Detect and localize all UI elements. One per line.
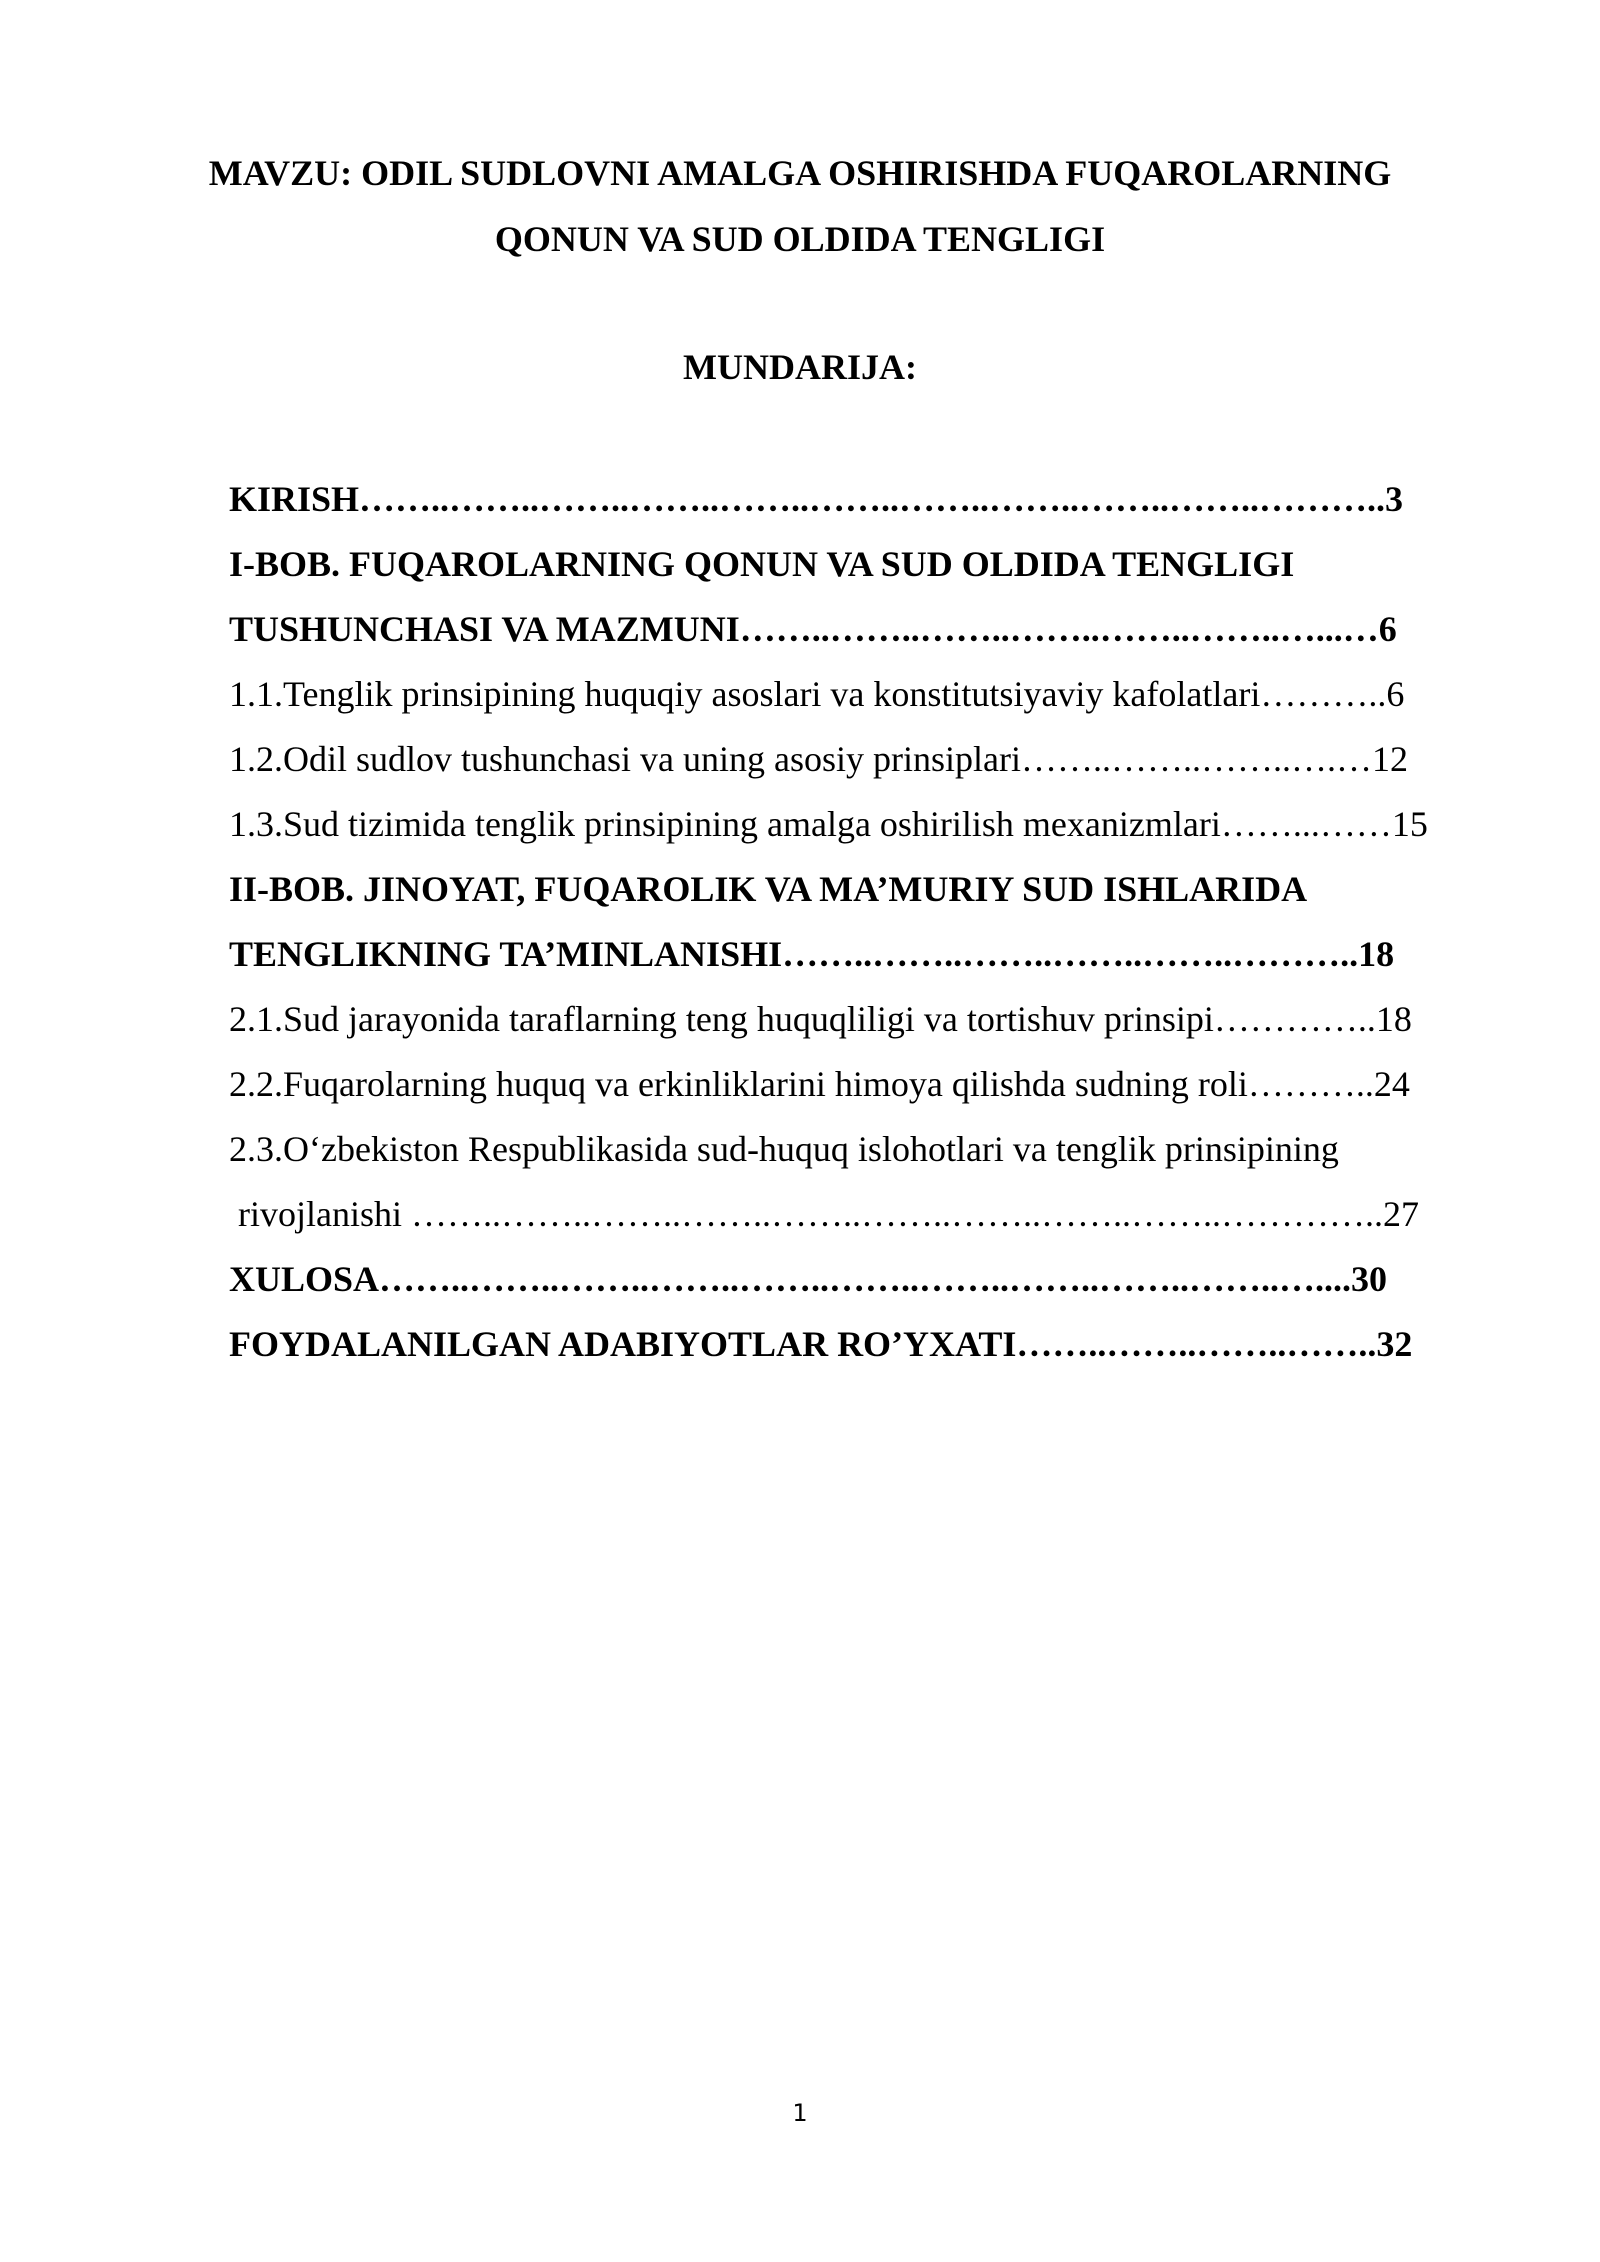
toc-entry-section-2-2: 2.2.Fuqarolarning huquq va erkinliklarini himoya qilishda sudning roli………..24 <box>229 1064 1410 1104</box>
toc-entry-chapter-1-line-1: I-BOB. FUQAROLARNING QONUN VA SUD OLDIDA TENGLIGI <box>229 544 1295 584</box>
toc-entry-section-2-3-line-2: rivojlanishi ……..……..……..……..……..……..……..……..……..…………..27 <box>229 1194 1419 1234</box>
toc-entry-chapter-2-line-1: II-BOB. JINOYAT, FUQAROLIK VA MA’MURIY SUD ISHLARIDA <box>229 869 1308 909</box>
document-title-line-2: QONUN VA SUD OLDIDA TENGLIGI <box>494 219 1106 259</box>
page-number: 1 <box>792 2099 808 2127</box>
toc-entry-chapter-2-line-2: TENGLIKNING TA’MINLANISHI……..……..……..……..……..………..18 <box>229 934 1395 974</box>
toc-entry-chapter-1-line-2: TUSHUNCHASI VA MAZMUNI……..……..……..……..……..……..…...…6 <box>229 609 1397 649</box>
toc-entry-introduction: KIRISH……..……..……..……..……..……..……..……..……..……..………..3 <box>229 479 1404 519</box>
toc-entry-conclusion: XULOSA……..……..……..……..……..……..……..……..……..……..…....30 <box>229 1259 1388 1299</box>
toc-entry-section-1-2: 1.2.Odil sudlov tushunchasi va uning asosiy prinsiplari……..……..……..….…12 <box>229 739 1408 779</box>
toc-entry-section-2-3-line-1: 2.3.O‘zbekiston Respublikasida sud-huquq islohotlari va tenglik prinsipining <box>229 1129 1339 1169</box>
document-title-line-1: MAVZU: ODIL SUDLOVNI AMALGA OSHIRISHDA FUQAROLARNING <box>208 153 1392 193</box>
toc-entry-section-1-3: 1.3.Sud tizimida tenglik prinsipining amalga oshirilish mexanizmlari……...……15 <box>229 804 1428 844</box>
toc-entry-section-1-1: 1.1.Tenglik prinsipining huquqiy asoslari va konstitutsiyaviy kafolatlari………..6 <box>229 674 1405 714</box>
toc-entry-references: FOYDALANILGAN ADABIYOTLAR RO’YXATI……..……..……..……..32 <box>229 1324 1413 1364</box>
toc-entry-section-2-1: 2.1.Sud jarayonida taraflarning teng huquqliligi va tortishuv prinsipi…………..18 <box>229 999 1412 1039</box>
contents-heading: MUNDARIJA: <box>683 347 917 387</box>
